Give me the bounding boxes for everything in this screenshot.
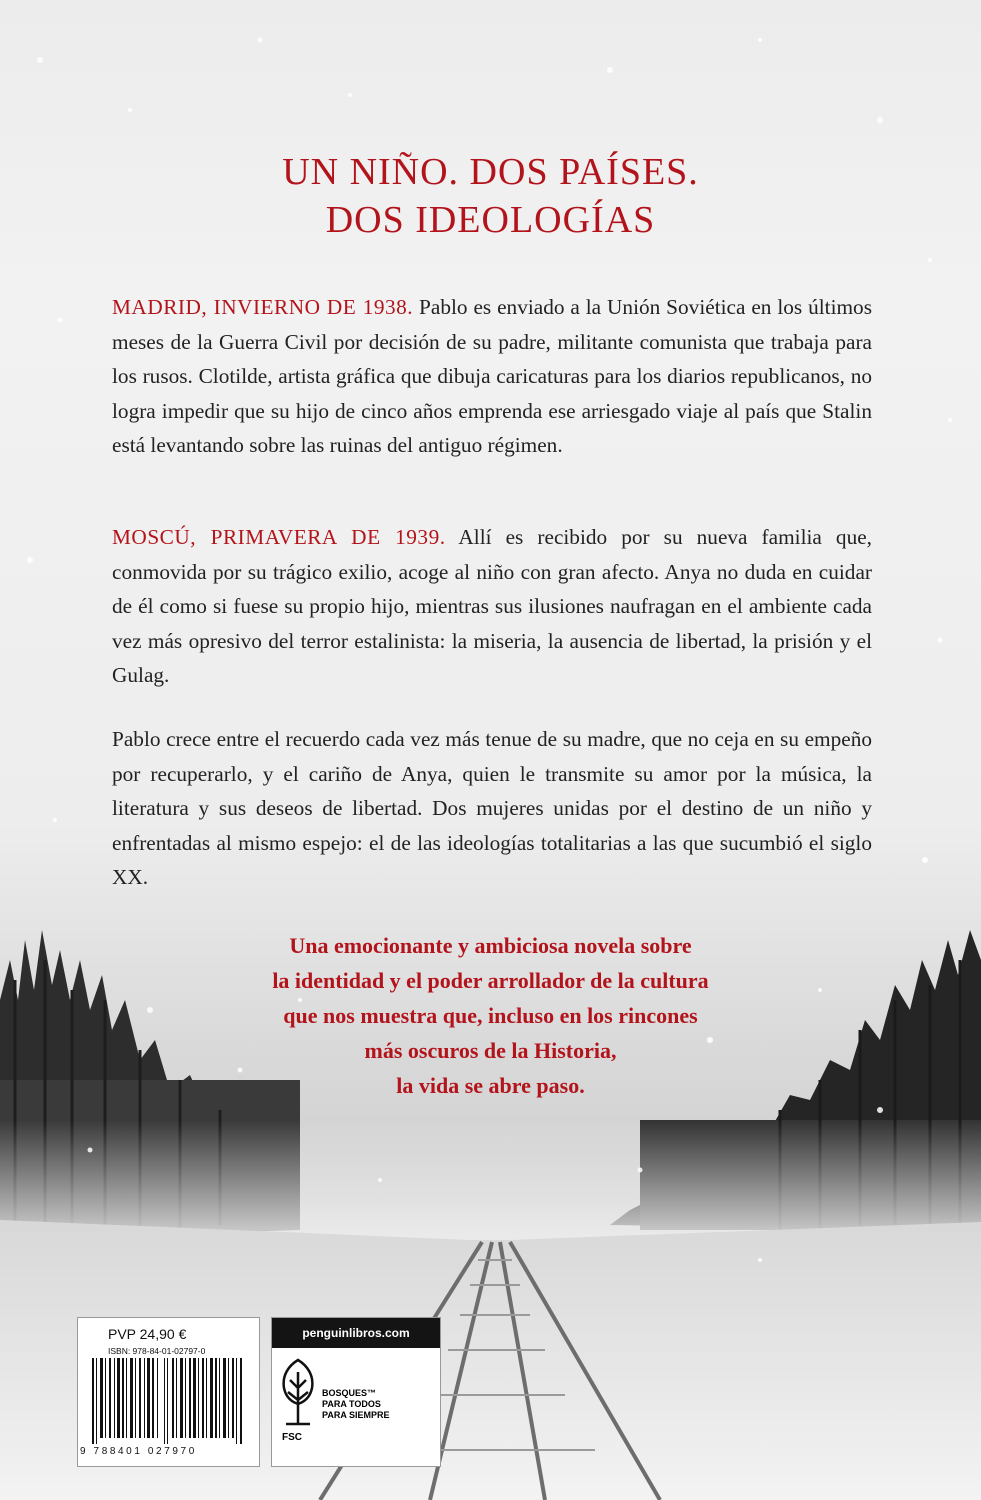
- paragraph-1-lead: MADRID, INVIERNO DE 1938.: [112, 295, 414, 319]
- paragraph-2-body: Allí es recibido por su nueva familia que, conmovida por su trágico exilio, acoge al niño con gran afecto. Anya no duda en cuidar de él como si fuese su propio hijo, mientras sus ilusiones naufragan en el ambiente cada vez más opresivo del terror estalinista: la miseria, la ausencia de libertad, la prisión y el Gulag.: [112, 525, 872, 688]
- publisher-website: penguinlibros.com: [272, 1318, 440, 1348]
- fsc-label: FSC: [282, 1432, 302, 1443]
- tagline-line-1: Una emocionante y ambiciosa novela sobre: [289, 933, 692, 958]
- fsc-slogan-line-2: PARA TODOS: [322, 1399, 381, 1409]
- isbn-label: ISBN: 978-84-01-02797-0: [108, 1346, 206, 1356]
- paragraph-1-body: Pablo es enviado a la Unión Soviética en los últimos meses de la Guerra Civil por decisión de su padre, militante comunista que trabaja para los rusos. Clotilde, artista gráfica que dibuja caricaturas para los diarios republicanos, no logra impedir que su hijo de cinco años emprenda ese arriesgado viaje al país que Stalin está levantando sobre las ruinas del antiguo régimen.: [112, 295, 872, 458]
- fsc-slogan-line-1: BOSQUES™: [322, 1388, 377, 1398]
- tagline-line-3: que nos muestra que, incluso en los rincones: [283, 1003, 698, 1028]
- paragraph-2-lead: MOSCÚ, PRIMAVERA DE 1939.: [112, 525, 446, 549]
- headline: [0, 148, 981, 244]
- tagline-line-4: más oscuros de la Historia,: [364, 1038, 617, 1063]
- price-label: PVP 24,90 €: [108, 1326, 187, 1342]
- synopsis-paragraph-3: [112, 722, 872, 895]
- publisher-box: [271, 1317, 441, 1467]
- fsc-slogan-line-3: PARA SIEMPRE: [322, 1410, 390, 1420]
- barcode-bars: [88, 1358, 250, 1444]
- fsc-tree-icon: [278, 1358, 318, 1430]
- barcode-box: [77, 1317, 260, 1467]
- tagline: [0, 928, 981, 1103]
- paragraph-3-body: Pablo crece entre el recuerdo cada vez más tenue de su madre, que no ceja en su empeño por recuperarlo, y el cariño de Anya, quien le transmite su amor por la música, la literatura y sus deseos de libertad. Dos mujeres unidas por el destino de un niño y enfrentadas al mismo espejo: el de las ideologías totalitarias a las que sucumbió el siglo XX.: [112, 727, 872, 890]
- headline-line-1: UN NIÑO. DOS PAÍSES.: [282, 151, 699, 193]
- tagline-line-2: la identidad y el poder arrollador de la cultura: [272, 968, 709, 993]
- headline-line-2: DOS IDEOLOGÍAS: [325, 199, 656, 241]
- synopsis-paragraph-1: [112, 290, 872, 463]
- barcode-number: 9 788401 027970: [80, 1446, 197, 1457]
- tagline-line-5: la vida se abre paso.: [396, 1073, 585, 1098]
- fsc-slogan: [322, 1388, 390, 1421]
- synopsis-paragraph-2: [112, 520, 872, 693]
